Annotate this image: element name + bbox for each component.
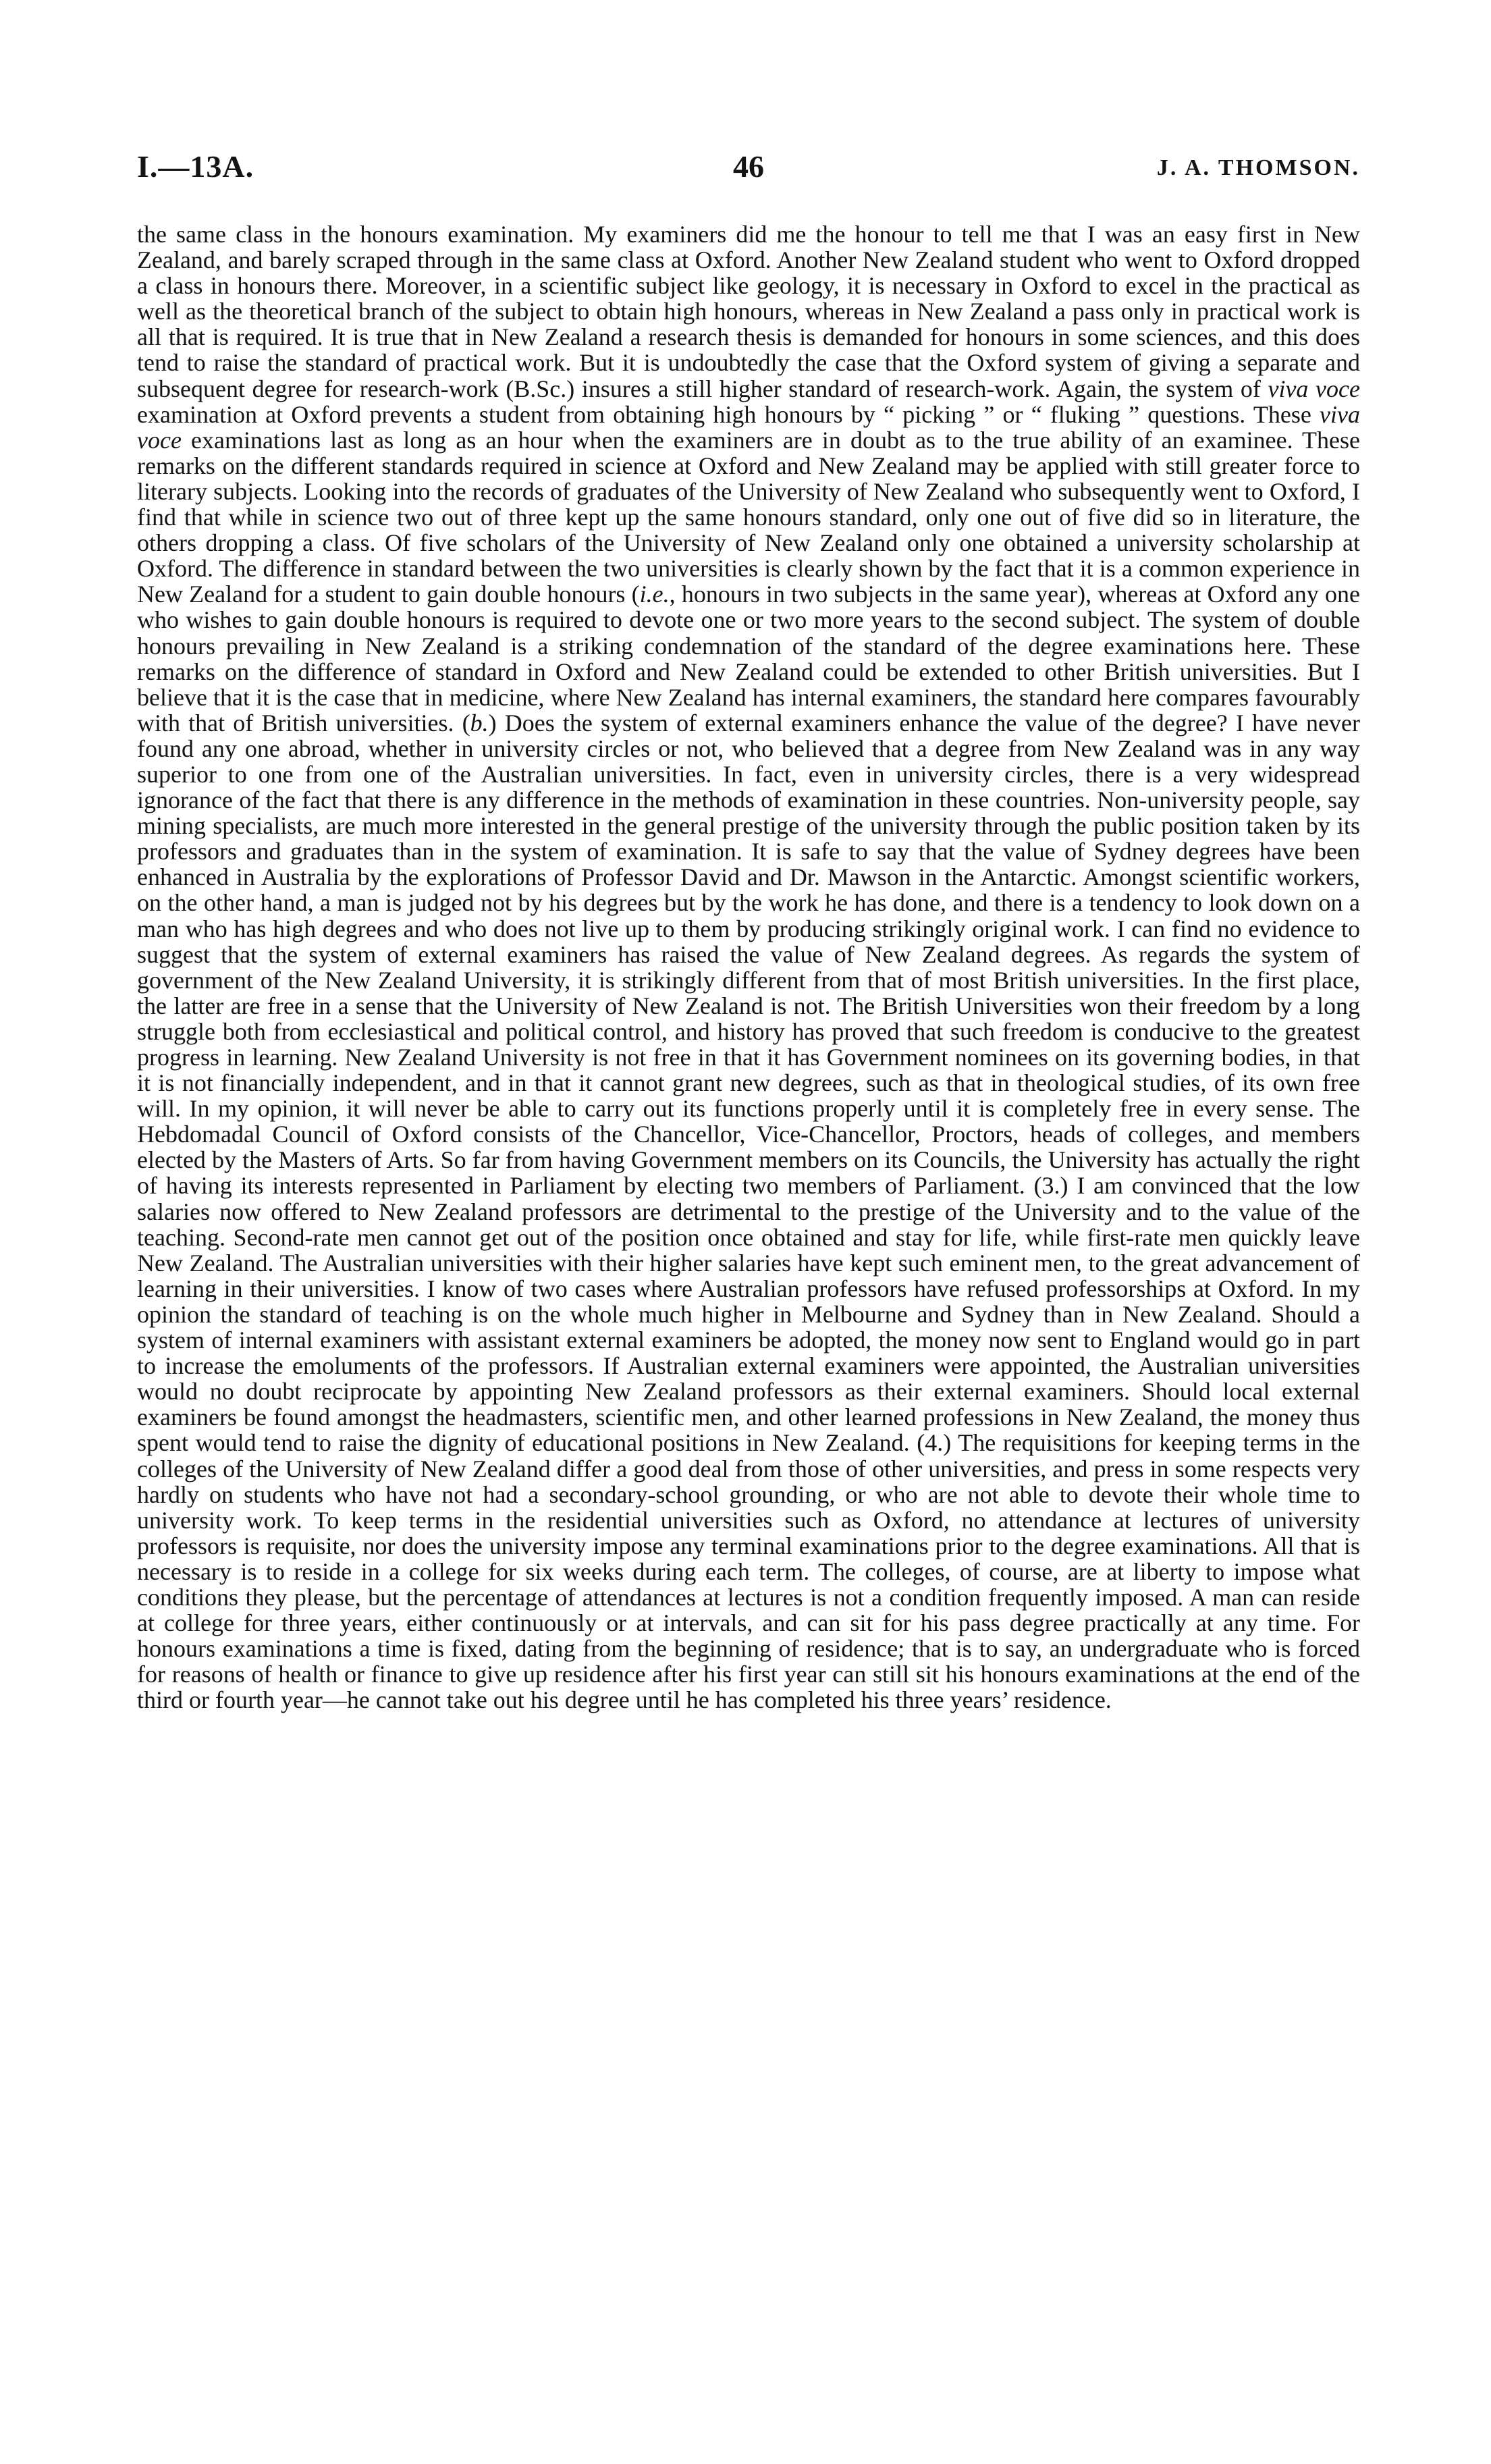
text-segment: the same class in the honours examination. My examiners did me the honour to tell me that I was an easy first in New Zealand, and barely scraped through in the same class at Oxford. Another New Zealand student who went to Oxford dropped a class in honours there. Moreover, in a scientific subject like geology, it is necessary in Oxford to excel in the practical as well as the theoretical branch of the subject to obtain high honours, whereas in New Zealand a pass only in practical work is all that is required. It is true that in New Zealand a research thesis is demanded for honours in some sciences, and this does tend to raise the standard of practical work. But it is undoubtedly the case that the Oxford system of giving a separate and subsequent degree for research-work (B.Sc.) insures a still higher standard of research-work. Again, the system of <box>137 221 1360 402</box>
italic-term: viva voce <box>1268 375 1360 402</box>
text-segment: examinations last as long as an hour when the examiners are in doubt as to the true ability of an examinee. These remarks on the different standards required in science at Oxford and New Zealand may be applied with still greater force to literary subjects. Looking into the records of graduates of the University of New Zealand who subsequently went to Oxford, I find that while in science two out of three kept up the same honours standard, only one out of five did so in literature, the others dropping a class. Of five scholars of the University of New Zealand only one obtained a university scholarship at Oxford. The difference in standard between the two universities is clearly shown by the fact that it is a common experience in New Zealand for a student to gain double honours ( <box>137 426 1360 608</box>
text-segment: examination at Oxford prevents a student from obtaining high honours by “ picking ” or “ fluking ” questions. These <box>137 400 1320 428</box>
italic-term: viva voce <box>137 400 1360 454</box>
document-reference: I.—13A. <box>137 149 254 184</box>
body-paragraph <box>137 221 1360 1713</box>
author-name: J. A. THOMSON. <box>1156 155 1360 180</box>
text-segment: , honours in two subjects in the same year), whereas at Oxford any one who wishes to gain double honours is required to devote one or two more years to the second subject. The system of double honours prevailing in New Zealand is a striking condemnation of the standard of the degree examinations here. These remarks on the difference of standard in Oxford and New Zealand could be extended to other British universities. But I believe that it is the case that in medicine, where New Zealand has internal examiners, the standard here compares favourably with that of British universities. ( <box>137 581 1360 736</box>
italic-term: i.e. <box>639 581 670 608</box>
text-segment: ) Does the system of external examiners enhance the value of the degree? I have never found any one abroad, whether in university circles or not, who believed that a degree from New Zealand was in any way superior to one from one of the Australian universities. In fact, even in university circles, there is a very widespread ignorance of the fact that there is any difference in the methods of examination in these countries. Non-university people, say mining specialists, are much more interested in the general prestige of the university through the public position taken by its professors and graduates than in the system of examination. It is safe to say that the value of Sydney degrees have been enhanced in Australia by the explorations of Professor David and Dr. Mawson in the Antarctic. Amongst scientific workers, on the other hand, a man is judged not by his degrees but by the work he has done, and there is a tendency to look down on a man who has high degrees and who does not live up to them by producing strikingly original work. I can find no evidence to suggest that the system of external examiners has raised the value of New Zealand degrees. As regards the system of government of the New Zealand University, it is strikingly different from that of most British universities. In the first place, the latter are free in a sense that the University of New Zealand is not. The British Universities won their freedom by a long struggle both from ecclesiastical and political control, and history has proved that such freedom is conducive to the greatest progress in learning. New Zealand University is not free in that it has Government nominees on its governing bodies, in that it is not financially independent, and in that it cannot grant new degrees, such as that in theological studies, of its own free will. In my opinion, it will never be able to carry out its functions properly until it is completely free in every sense. The Hebdomadal Council of Oxford consists of the Chancellor, Vice-Chancellor, Proctors, heads of colleges, and members elected by the Masters of Arts. So far from having Government members on its Councils, the University has actually the right of having its interests represented in Parliament by electing two members of Parliament. (3.) I am convinced that the low salaries now offered to New Zealand professors are detrimental to the prestige of the University and to the value of the teaching. Second-rate men cannot get out of the position once obtained and stay for life, while first-rate men quickly leave New Zealand. The Australian universities with their higher salaries have kept such eminent men, to the great advancement of learning in their universities. I know of two cases where Australian professors have refused professorships at Oxford. In my opinion the standard of teaching is on the whole much higher in Melbourne and Sydney than in New Zealand. Should a system of internal examiners with assistant external examiners be adopted, the money now sent to England would go in part to increase the emoluments of the professors. If Australian external examiners were appointed, the Australian universities would no doubt reciprocate by appointing New Zealand professors as their external examiners. Should local external examiners be found amongst the headmasters, scientific men, and other learned professions in New Zealand, the money thus spent would tend to raise the dignity of educational positions in New Zealand. (4.) The requisitions for keeping terms in the colleges of the University of New Zealand differ a good deal from those of other universities, and press in some respects very hardly on students who have not had a secondary-school grounding, or who are not able to devote their whole time to university work. To keep terms in the residential universities such as Oxford, no attendance at lectures of university professors is requisite, nor does the university impose any terminal examinations prior to the degree examinations. All that is necessary is to reside in a college for six weeks during each term. The colleges, of course, are at liberty to impose what conditions they please, but the percentage of attendances at lectures is not a condition frequently imposed. A man can reside at college for three years, either continuously or at intervals, and can sit for his pass degree practically at any time. For honours examinations a time is fixed, dating from the beginning of residence; that is to say, an undergraduate who is forced for reasons of health or finance to give up residence after his first year can still sit his honours examinations at the end of the third or fourth year—he cannot take out his degree until he has completed his three years’ residence. <box>137 709 1360 1714</box>
italic-term: b. <box>470 709 489 736</box>
page-number: 46 <box>733 149 764 184</box>
page-header <box>137 149 1360 189</box>
